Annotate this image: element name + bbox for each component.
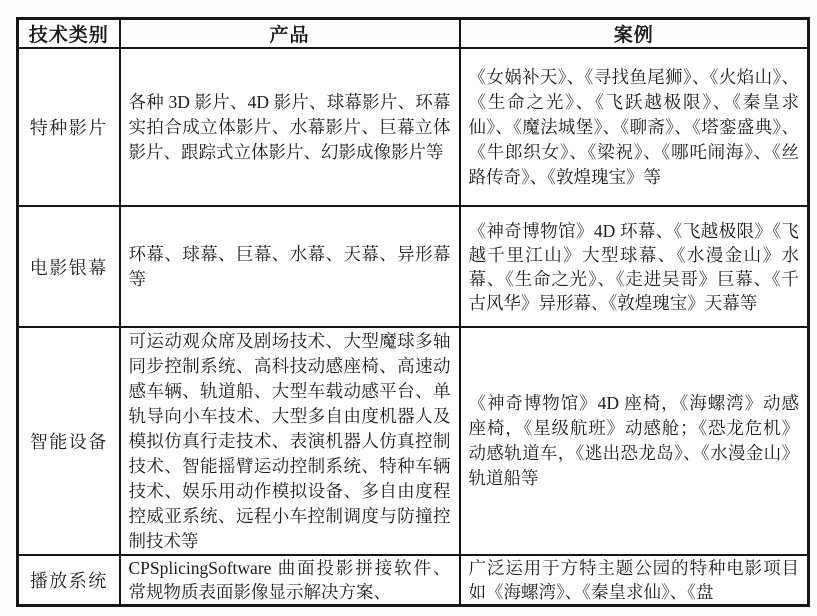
cases-cell: [460, 555, 809, 606]
col-header-product: 产品: [120, 19, 460, 49]
cases-cell: [460, 48, 809, 206]
product-text: CPSplicingSoftware 曲面投影拼接软件、常规物质表面影像显示解决方案、: [128, 558, 451, 602]
category-cell: 智能设备: [18, 327, 120, 555]
product-cell: [120, 48, 460, 206]
col-header-cases: 案例: [460, 19, 809, 49]
tech-products-table: [16, 17, 810, 607]
col-header-category: 技术类别: [18, 19, 120, 49]
cases-cell: [460, 327, 809, 555]
product-cell: [120, 555, 460, 606]
product-cell: [120, 327, 460, 555]
category-cell: 播放系统: [18, 555, 120, 606]
cases-text: 《女娲补天》、《寻找鱼尾狮》、《火焰山》、《生命之光》、《飞跃越极限》、《秦皇求仙》、《魔法城堡》、《聊斋》、《塔銮盛典》、《牛郎织女》、《梁祝》、《哪吒闹海》、《丝路传奇》、《敦煌瑰宝》等: [468, 66, 799, 187]
table-row: [18, 48, 809, 206]
cases-text: 广泛运用于方特主题公园的特种电影项目如《海螺湾》、《秦皇求仙》、《盘: [468, 558, 799, 602]
cases-cell: [460, 206, 809, 327]
product-cell: [120, 206, 460, 327]
table-row: [18, 327, 809, 555]
category-cell: 特种影片: [18, 48, 120, 206]
product-text: 各种 3D 影片、4D 影片、球幕影片、环幕实拍合成立体影片、水幕影片、巨幕立体影片、跟踪式立体影片、幻影成像影片等: [128, 91, 451, 162]
category-cell: 电影银幕: [18, 206, 120, 327]
product-text: 环幕、球幕、巨幕、水幕、天幕、异形幕等: [128, 243, 451, 289]
header-row: [18, 19, 809, 49]
cases-text: 《神奇博物馆》4D 座椅，《海螺湾》动感座椅，《星级航班》动感舱；《恐龙危机》动感轨道车，《逃出恐龙岛》、《水漫金山》轨道船等: [468, 393, 799, 488]
product-text: 可运动观众席及剧场技术、大型魔球多轴同步控制系统、高科技动感座椅、高速动感车辆、轨道船、大型车载动感平台、单轨导向小车技术、大型多自由度机器人及模拟仿真行走技术、表演机器人仿真控制技术、智能摇臂运动控制系统、特种车辆技术、娱乐用动作模拟设备、多自由度程控威亚系统、远程小车控制调度与防撞控制技术等: [128, 331, 451, 551]
table-row: [18, 206, 809, 327]
table-row: [18, 555, 809, 606]
cases-text: 《神奇博物馆》4D 环幕、《飞越极限》《飞越千里江山》大型球幕、《水漫金山》水幕、《生命之光》、《走进吴哥》巨幕、《千古风华》异形幕、《敦煌瑰宝》天幕等: [468, 220, 799, 313]
